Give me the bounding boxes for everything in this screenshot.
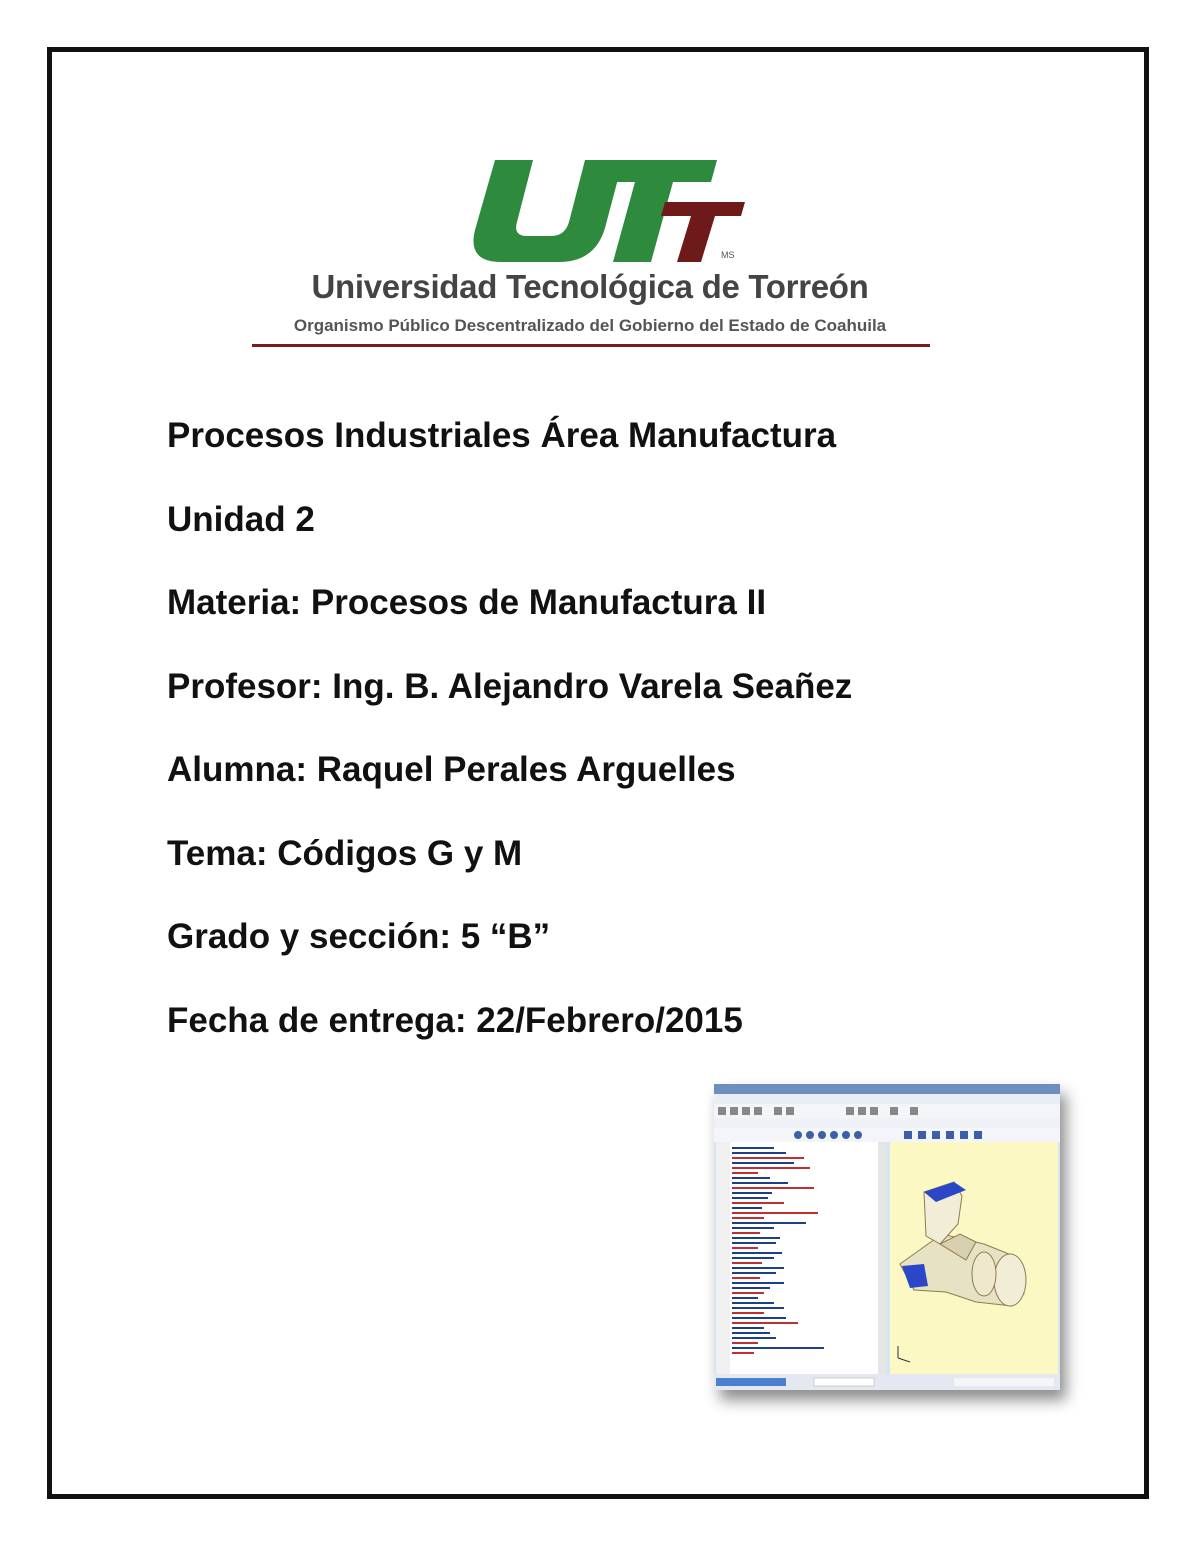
subject-line: Materia: Procesos de Manufactura II	[167, 583, 767, 622]
unit-line: Unidad 2	[167, 499, 315, 539]
grade-line: Grado y sección: 5 “B”	[167, 917, 551, 956]
cover-info	[167, 410, 1067, 1078]
cnc-software-screenshot	[714, 1084, 1060, 1390]
career-line: Procesos Industriales Área Manufactura	[167, 416, 837, 455]
student-line: Alumna: Raquel Perales Arguelles	[167, 750, 736, 789]
teacher-line: Profesor: Ing. B. Alejandro Varela Seañez	[167, 666, 853, 706]
university-name: Universidad Tecnológica de Torreón	[311, 268, 869, 305]
utt-logo-mark	[455, 150, 755, 270]
topic-line: Tema: Códigos G y M	[167, 833, 523, 873]
university-logo	[250, 140, 940, 370]
date-line: Fecha de entrega: 22/Febrero/2015	[167, 1000, 743, 1040]
university-subtitle: Organismo Público Descentralizado del Gobierno del Estado de Coahuila	[293, 316, 887, 335]
logo-underline	[252, 344, 930, 347]
svg-text:MS: MS	[721, 250, 735, 260]
